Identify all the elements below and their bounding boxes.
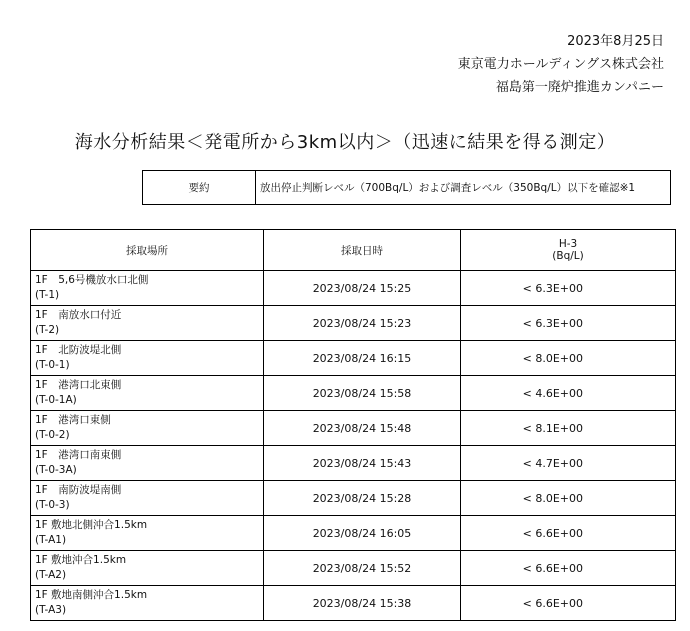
location-name: 1F 港湾口南東側: [35, 449, 122, 461]
report-date: 2023年8月25日: [567, 34, 664, 49]
location-cell: [31, 271, 264, 306]
summary-table: [142, 170, 671, 205]
less-than-sign: <: [522, 491, 532, 505]
location-cell: [31, 376, 264, 411]
h3-value: 4.6E+00: [535, 386, 584, 400]
header-nuclide: H-3: [558, 238, 578, 250]
location-name: 1F 5,6号機放水口北側: [35, 274, 149, 286]
table-row: [31, 481, 676, 516]
value-cell: [461, 586, 676, 621]
value-cell: [461, 271, 676, 306]
h3-value: 6.6E+00: [535, 561, 584, 575]
less-than-sign: <: [522, 456, 532, 470]
table-row: [31, 341, 676, 376]
location-name: 1F 港湾口北東側: [35, 379, 122, 391]
datetime-cell: 2023/08/24 15:43: [264, 446, 461, 481]
datetime-cell: 2023/08/24 15:52: [264, 551, 461, 586]
results-table: [30, 229, 676, 621]
less-than-sign: <: [522, 316, 532, 330]
table-row: [31, 586, 676, 621]
summary-text: 放出停止判断レベル（700Bq/L）および調査レベル（350Bq/L）以下を確認※1: [256, 171, 671, 205]
location-code: (T-A3): [35, 604, 67, 616]
table-row: [31, 551, 676, 586]
h3-value: 4.7E+00: [535, 456, 584, 470]
less-than-sign: <: [522, 596, 532, 610]
value-cell: [461, 516, 676, 551]
less-than-sign: <: [522, 386, 532, 400]
table-header-row: [31, 230, 676, 271]
table-row: [31, 446, 676, 481]
location-name: 1F 南防波堤南側: [35, 484, 122, 496]
header-location: 採取場所: [31, 230, 264, 271]
location-code: (T-0-2): [35, 429, 70, 441]
header-h3: [461, 230, 676, 271]
datetime-cell: 2023/08/24 15:48: [264, 411, 461, 446]
location-name: 1F 敷地沖合1.5km: [35, 554, 127, 566]
datetime-cell: 2023/08/24 15:28: [264, 481, 461, 516]
less-than-sign: <: [522, 351, 532, 365]
table-row: [31, 306, 676, 341]
datetime-cell: 2023/08/24 16:05: [264, 516, 461, 551]
value-cell: [461, 341, 676, 376]
h3-value: 8.1E+00: [535, 421, 584, 435]
value-cell: [461, 411, 676, 446]
less-than-sign: <: [522, 561, 532, 575]
datetime-cell: 2023/08/24 15:38: [264, 586, 461, 621]
h3-value: 6.6E+00: [535, 596, 584, 610]
document-header: [458, 30, 664, 99]
value-cell: [461, 446, 676, 481]
location-code: (T-0-3): [35, 499, 70, 511]
table-row: [31, 376, 676, 411]
location-cell: [31, 446, 264, 481]
value-cell: [461, 551, 676, 586]
less-than-sign: <: [522, 421, 532, 435]
location-cell: [31, 586, 264, 621]
less-than-sign: <: [522, 281, 532, 295]
table-row: [31, 411, 676, 446]
location-cell: [31, 306, 264, 341]
location-name: 1F 南放水口付近: [35, 309, 122, 321]
datetime-cell: 2023/08/24 15:58: [264, 376, 461, 411]
location-name: 1F 敷地北側沖合1.5km: [35, 519, 148, 531]
h3-value: 6.3E+00: [535, 281, 584, 295]
header-unit: (Bq/L): [552, 250, 584, 262]
location-name: 1F 港湾口東側: [35, 414, 111, 426]
location-cell: [31, 411, 264, 446]
h3-value: 8.0E+00: [535, 351, 584, 365]
location-name: 1F 敷地南側沖合1.5km: [35, 589, 148, 601]
page-title: 海水分析結果＜発電所から3km以内＞（迅速に結果を得る測定）: [74, 132, 616, 153]
location-code: (T-0-1A): [35, 394, 77, 406]
datetime-cell: 2023/08/24 15:25: [264, 271, 461, 306]
summary-label: 要約: [143, 171, 256, 205]
h3-value: 6.3E+00: [535, 316, 584, 330]
location-name: 1F 北防波堤北側: [35, 344, 122, 356]
datetime-cell: 2023/08/24 16:15: [264, 341, 461, 376]
company-name: 東京電力ホールディングス株式会社: [457, 57, 664, 72]
value-cell: [461, 481, 676, 516]
location-code: (T-1): [35, 289, 60, 301]
location-code: (T-A2): [35, 569, 67, 581]
datetime-cell: 2023/08/24 15:23: [264, 306, 461, 341]
table-row: [31, 516, 676, 551]
location-cell: [31, 341, 264, 376]
header-datetime: 採取日時: [264, 230, 461, 271]
value-cell: [461, 376, 676, 411]
location-code: (T-A1): [35, 534, 67, 546]
h3-value: 6.6E+00: [535, 526, 584, 540]
table-row: [31, 271, 676, 306]
location-code: (T-0-3A): [35, 464, 77, 476]
location-cell: [31, 551, 264, 586]
location-cell: [31, 481, 264, 516]
location-cell: [31, 516, 264, 551]
location-code: (T-0-1): [35, 359, 70, 371]
division-name: 福島第一廃炉推進カンパニー: [495, 80, 664, 95]
value-cell: [461, 306, 676, 341]
less-than-sign: <: [522, 526, 532, 540]
h3-value: 8.0E+00: [535, 491, 584, 505]
location-code: (T-2): [35, 324, 60, 336]
